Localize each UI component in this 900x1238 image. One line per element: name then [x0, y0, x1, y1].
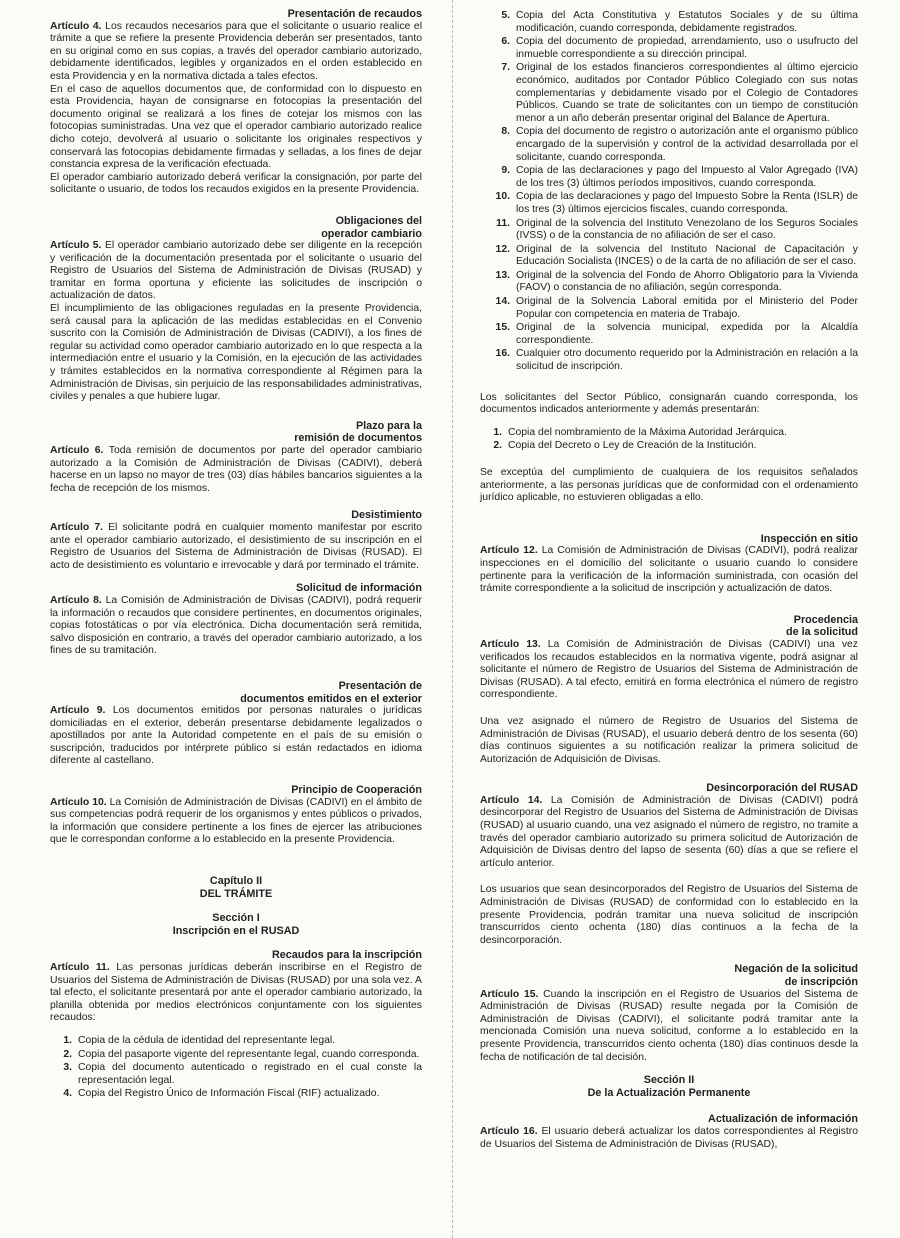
list-item: 5. Copia del Acta Constitutiva y Estatutos Sociales y de su última modificación, cuando corresponda, debidamente registrados.: [501, 10, 858, 34]
section-heading: Negación de la solicitud de inscripción: [734, 963, 858, 988]
article-7-section: [50, 509, 422, 572]
article-paragraph: Artículo 6. Toda remisión de documentos por parte del operador cambiario autorizado a la Comisión de Administración de Divisas (CADIVI), deberá hacerse en un lapso no mayor de tres (03) días hábiles bancarios siguientes a la fecha de recepción de los mismos.: [50, 445, 422, 494]
list-item: 9. Copia de las declaraciones y pago del Impuesto al Valor Agregado (IVA) de los tres (3) últimos períodos impositivos, cuando corresponda.: [501, 165, 858, 189]
list-item: 2. Copia del Decreto o Ley de Creación de la Institución.: [493, 440, 757, 452]
article-number: Artículo 12.: [480, 545, 538, 557]
article-6-section: [50, 420, 422, 496]
article-5-section: [50, 215, 422, 404]
list-item: 10. Copia de las declaraciones y pago del Impuesto Sobre la Renta (ISLR) de los tres (3) últimos ejercicios fiscales, cuando corresponda.: [495, 191, 858, 215]
section-heading: Solicitud de información: [296, 582, 422, 595]
list-item: 14. Original de la Solvencia Laboral emitida por el Ministerio del Poder Popular con competencia en materia de Trabajo.: [495, 296, 858, 320]
article-paragraph: Artículo 7. El solicitante podrá en cualquier momento manifestar por escrito ante el operador cambiario autorizado, el desistimiento de su inscripción en el Registro de Usuarios del Sistema de Administración de Divisas (RUSAD). El acto de desistimiento es voluntario e irrevocable y dará por terminado el trámite.: [50, 521, 422, 571]
list-item: 16. Cualquier otro documento requerido por la Administración en relación a la solicitud de inscripción.: [495, 348, 858, 373]
article-number: Artículo 11.: [50, 962, 110, 973]
list-item: 13. Original de la solvencia del Fondo de Ahorro Obligatorio para la Vivienda (FAOV) o constancia de no afiliación, según corresponda.: [495, 269, 858, 294]
paragraph: El operador cambiario autorizado deberá verificar la consignación, por parte del solicitante o usuario, de todos los recaudos exigidos en la presente Providencia.: [50, 171, 422, 196]
section-heading: Desincorporación del RUSAD: [706, 782, 858, 795]
section-heading: Obligaciones del operador cambiario: [321, 214, 422, 240]
article-number: Artículo 5.: [50, 240, 102, 252]
article-number: Artículo 10.: [50, 796, 107, 808]
article-11-section: [50, 949, 422, 1101]
article-4-section: [50, 8, 422, 197]
list-item: 6. Copia del documento de propiedad, arrendamiento, uso o usufructo del inmueble correspondiente a su dirección principal.: [501, 36, 858, 60]
section-heading: Inspección en sitio: [760, 532, 858, 545]
exception-paragraph: Se exceptúa del cumplimiento de cualquiera de los requisitos señalados anteriormente, a las personas jurídicas que de conformidad con el ordenamiento jurídico aplicable, no estuvieren obligadas a ello.: [480, 467, 858, 504]
article-12-section: [480, 533, 858, 596]
article-paragraph: Artículo 10. La Comisión de Administración de Divisas (CADIVI) en el ámbito de sus competencias podrá requerir de los organismos y entes públicos o privados, la información que considere pertinente a los fines de ejercer las atribuciones que le correspondan conforme a lo establecido en la presente Providencia.: [50, 796, 422, 846]
article-paragraph: Artículo 8. La Comisión de Administración de Divisas (CADIVI), podrá requerir la información o recaudos que considere pertinentes, en documentos originales, copias fotostáticas o por vía electrónica. Dicha documentación será remitida, salvo disposición en contrario, a través del operador cambiario autorizado, a los fines de su tramitación.: [50, 594, 422, 657]
article-paragraph: Artículo 9. Los documentos emitidos por personas naturales o jurídicas domiciliadas en el exterior, deberán presentarse debidamente legalizados o apostillados por ante la Autoridad competente en el país de su emisión o suscripción, traducidos por intérprete público si están redactados en idioma diferente al castellano.: [50, 705, 422, 767]
article-number: Artículo 7.: [50, 521, 104, 533]
list-item: 11. Original de la solvencia del Instituto Venezolano de los Seguros Sociales (IVSS) o de la constancia de no afiliación de ser el caso.: [496, 217, 858, 242]
paragraph: El incumplimiento de las obligaciones reguladas en la presente Providencia, será causal para la aplicación de las medidas establecidas en el Convenio suscrito con la Comisión de Administración de Divisas (CADIVI), a los fines de regular su actividad como operador cambiario autorizado en lo que respecta a la intermediación entre el usuario y la Comisión, en la ejecución de las actividades y trámites establecidos en la normativa correspondiente al Régimen para la Administración de Divisas, sin perjuicio de las responsabilidades administrativas, civiles y penales a que hubiere lugar.: [50, 303, 422, 403]
section-heading: Presentación de documentos emitidos en el exterior: [240, 679, 422, 705]
article-13-section: [480, 614, 858, 767]
paragraph: Los usuarios que sean desincorporados del Registro de Usuarios del Sistema de Administración de Divisas (RUSAD) de conformidad con lo establecido en la presente Providencia, podrán tramitar una nueva solicitud de inscripción transcurridos ciento ochenta (180) días continuos a la fecha de la desincorporación.: [480, 884, 858, 946]
list-item: 8. Copia del documento de registro o autorización ante el organismo público encargado de la supervisión y control de la actividad desarrollada por el solicitante, cuando corresponda.: [501, 126, 858, 163]
section-heading: Presentación de recaudos: [287, 8, 422, 20]
list-item: 15. Original de la solvencia municipal, expedida por la Alcaldía correspondiente.: [495, 322, 858, 346]
article-paragraph: Artículo 5. El operador cambiario autorizado debe ser diligente en la recepción y verificación de la documentación presentada por el solicitante o usuario del Registro de Usuarios del Sistema de Administración de Divisas (RUSAD) y tramitar en forma oportuna y eficiente las solicitudes de inscripción o actualización de datos.: [50, 240, 422, 302]
article-paragraph: Artículo 16. El usuario deberá actualizar los datos correspondientes al Registro de Usuarios del Sistema de Administración de Divisas (RUSAD),: [480, 1125, 858, 1150]
article-paragraph: Artículo 15. Cuando la inscripción en el Registro de Usuarios del Sistema de Administración de Divisas (RUSAD) resulte negada por la Comisión de Administración de Divisas (CADIVI), el solicitante podrá tramitar ante la mencionada Comisión una nueva solicitud, conforme a lo establecido en la presente Providencia, transcurridos ciento ochenta (180) días continuos desde la fecha de notificación de tal decisión.: [480, 988, 858, 1063]
article-15-section: [480, 963, 858, 1064]
section-heading: Principio de Cooperación: [291, 784, 422, 797]
list-item: 4. Copia del Registro Único de Información Fiscal (RIF) actualizado.: [63, 1088, 380, 1100]
list-item: 3. Copia del documento autenticado o registrado en el cual conste la representación legal.: [63, 1062, 422, 1086]
list-item: 2. Copia del pasaporte vigente del representante legal, cuando corresponda.: [63, 1048, 420, 1060]
left-column: [50, 8, 422, 1111]
article-paragraph: Artículo 11. Las personas jurídicas deberán inscribirse en el Registro de Usuarios del Sistema de Administración de Divisas (RUSAD) por una sola vez. A tal efecto, el solicitante presentará por ante el operador cambiario autorizado, la planilla obtenida por medios electrónicos conjuntamente con los siguientes recaudos:: [50, 962, 422, 1024]
column-divider: [452, 0, 453, 1238]
article-number: Artículo 8.: [50, 594, 102, 606]
right-column: [480, 8, 858, 1161]
public-sector-intro: Los solicitantes del Sector Público, consignarán cuando corresponda, los documentos indicados anteriormente y además presentarán:: [480, 391, 858, 416]
article-number: Artículo 16.: [480, 1125, 538, 1137]
article-8-section: [50, 582, 422, 658]
section-heading: Plazo para la remisión de documentos: [294, 419, 422, 445]
article-number: Artículo 4.: [50, 20, 102, 32]
paragraph: En el caso de aquellos documentos que, de conformidad con lo dispuesto en esta Providencia, hayan de consignarse en fotocopias la presentación del documento original se realizará a los fines de cotejar los mismos con las fotocopias suministradas. Una vez que el operador cambiario autorizado realice dicho cotejo, devolverá al usuario o solicitante los originales respectivos y conservará las fotocopias debidamente firmadas y selladas, a los fines de dejar constancia expresa de la verificación efectuada.: [50, 83, 422, 171]
article-14-section: [480, 782, 858, 947]
section-title: Sección I Inscripción en el RUSAD: [172, 912, 300, 937]
list-item: 12. Original de la solvencia del Instituto Nacional de Capacitación y Educación Socialista (INCES) o de la carta de no afiliación de ser el caso.: [495, 243, 858, 268]
section-heading: Procedencia de la solicitud: [786, 613, 858, 639]
public-sector-list: [480, 427, 858, 453]
article-10-section: [50, 784, 422, 847]
section-heading: Desistimiento: [351, 509, 422, 522]
article-number: Artículo 6.: [50, 445, 104, 456]
requirements-list-continued: [480, 10, 858, 378]
article-paragraph: Artículo 4. Los recaudos necesarios para que el solicitante o usuario realice el trámite a que se refiere la presente Providencia deberán ser presentados, tanto en su original como en sus copias, a través del operador cambiario autorizado, debidamente identificados, legibles y organizados en el orden establecido en esta Providencia y en la normativa dictada a tales efectos.: [50, 20, 423, 82]
list-item: 1. Copia de la cédula de identidad del representante legal.: [63, 1034, 336, 1046]
section-ii-title: Sección II De la Actualización Permanente: [587, 1074, 751, 1099]
article-number: Artículo 13.: [480, 638, 541, 650]
requirements-list: [50, 1035, 422, 1101]
section-heading: Actualización de información: [708, 1113, 858, 1126]
article-paragraph: Artículo 12. La Comisión de Administración de Divisas (CADIVI), podrá realizar inspecciones en el domicilio del solicitante o usuario cuando lo considere pertinente para la verificación de la información suministrada, con ocasión del trámite correspondiente a la solicitud de inscripción y actualización de datos.: [480, 545, 858, 595]
paragraph: Una vez asignado el número de Registro de Usuarios del Sistema de Administración de Divisas (RUSAD), el usuario deberá dentro de los sesenta (60) días continuos siguientes a su notificación realizar la primera solicitud de Autorización de Adquisición de Divisas.: [480, 715, 858, 765]
article-paragraph: Artículo 14. La Comisión de Administración de Divisas (CADIVI) podrá desincorporar del Registro de Usuarios del Sistema de Administración de Divisas (RUSAD) al usuario cuando, una vez asignado el número de registro, no tramite a través del operador cambiario autorizado su primera solicitud de Autorización de Adquisición de Divisas dentro del lapso de sesenta (60) días a que se refiere el artículo anterior.: [480, 794, 858, 869]
article-number: Artículo 15.: [480, 988, 539, 1000]
article-number: Artículo 9.: [50, 705, 106, 717]
list-item: 1. Copia del nombramiento de la Máxima Autoridad Jerárquica.: [493, 426, 787, 438]
chapter-title: Capítulo II DEL TRÁMITE: [199, 875, 273, 900]
article-number: Artículo 14.: [480, 794, 543, 806]
article-9-section: [50, 680, 422, 768]
article-paragraph: Artículo 13. La Comisión de Administración de Divisas (CADIVI) una vez verificados los recaudos establecidos en la normativa vigente, podrá asignar al solicitante el número de Registro de Usuarios del Sistema de Administración de Divisas (RUSAD). A tal efecto, emitirá en forma electrónica el número de registro correspondiente.: [480, 638, 858, 701]
section-heading: Recaudos para la inscripción: [271, 949, 422, 962]
list-item: 7. Original de los estados financieros correspondientes al último ejercicio económico, auditados por Contador Público Colegiado con sus notas complementarias y debidamente visado por el Colegio de Contadores Públicos. Cuando se trate de solicitantes con un tiempo de constitución menor a un año deberán presentar original del Balance de Apertura.: [501, 62, 858, 124]
article-16-section: [480, 1113, 858, 1151]
